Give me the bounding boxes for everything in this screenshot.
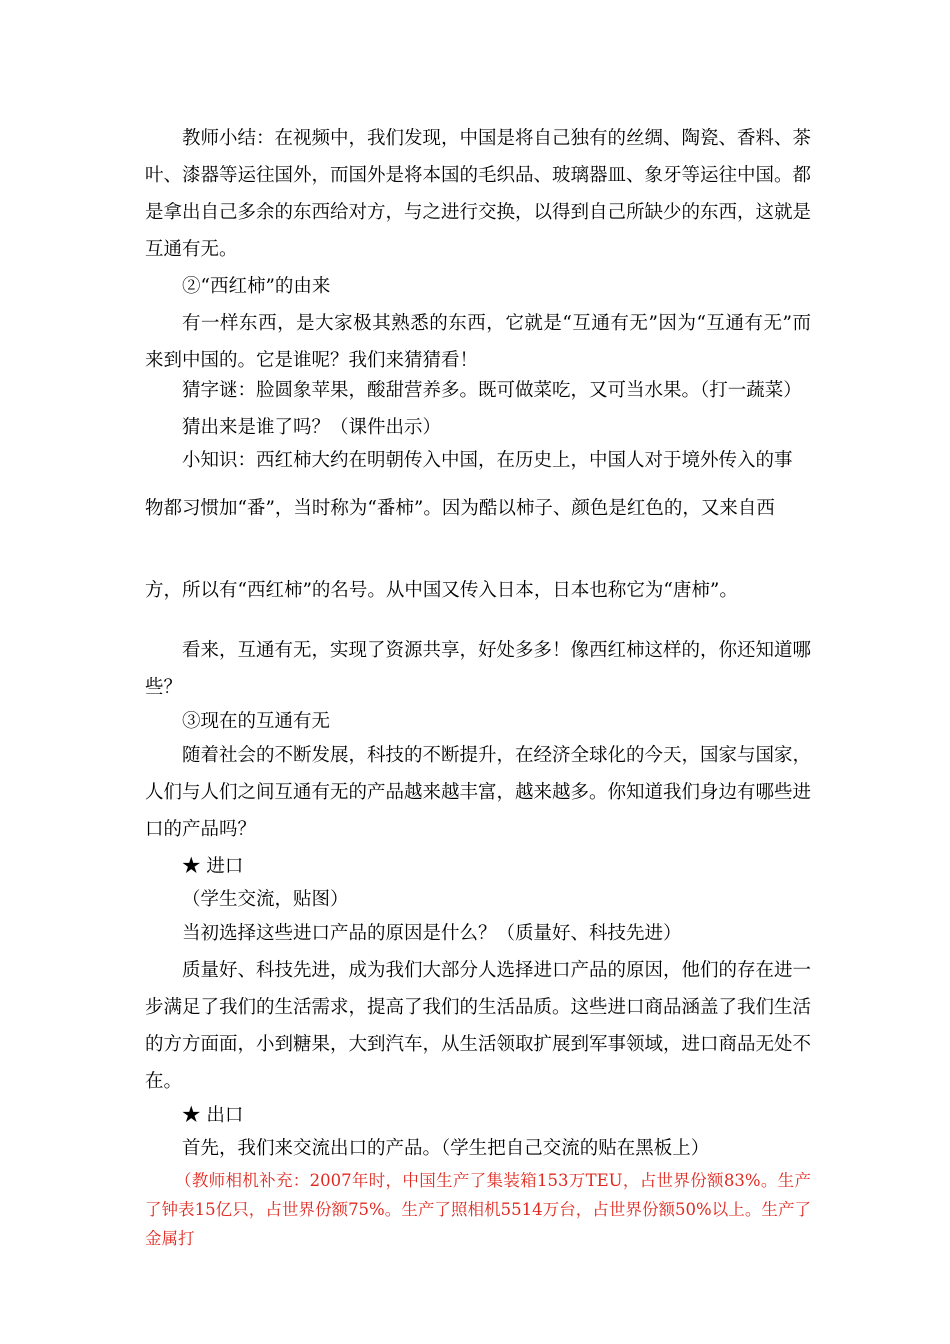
globalization-paragraph: 随着社会的不断发展，科技的不断提升，在经济全球化的今天，国家与国家，人们与人们之间互通有无的产品越来越丰富，越来越多。你知道我们身边有哪些进口的产品吗？ [145, 745, 812, 840]
student-exchange-note: （学生交流，贴图） [182, 889, 349, 910]
knowledge-line-2: 物都习惯加“番”，当时称为“番柿”。因为酷以柿子、颜色是红色的，又来自西 [145, 498, 775, 519]
export-heading: ★ 出口 [182, 1105, 244, 1126]
knowledge-line-1: 小知识：西红柿大约在明朝传入中国，在历史上，中国人对于境外传入的事 [182, 450, 793, 471]
teacher-summary-paragraph: 教师小结：在视频中，我们发现，中国是将自己独有的丝绸、陶瓷、香料、茶叶、漆器等运往国外，而国外是将本国的毛织品、玻璃器皿、象牙等运往中国。都是拿出自己多余的东西给对方，与之进行交换，以得到自己所缺少的东西，这就是互通有无。 [145, 128, 812, 260]
import-heading: ★ 进口 [182, 856, 244, 877]
import-reason-question: 当初选择这些进口产品的原因是什么？（质量好、科技先进） [182, 923, 682, 944]
resource-sharing-paragraph: 看来，互通有无，实现了资源共享，好处多多！像西红柿这样的，你还知道哪些？ [145, 640, 812, 698]
riddle-paragraph: 猜字谜：脸圆象苹果，酸甜营养多。既可做菜吃，又可当水果。（打一蔬菜） [182, 380, 802, 401]
guess-paragraph: 猜出来是谁了吗？（课件出示） [182, 417, 442, 438]
section-heading-tomato-origin: ②“西红柿”的由来 [182, 276, 331, 297]
intro-paragraph: 有一样东西，是大家极其熟悉的东西，它就是“互通有无”因为“互通有无”而来到中国的。它是谁呢？我们来猜猜看！ [145, 313, 811, 371]
section-heading-modern-exchange: ③现在的互通有无 [182, 711, 331, 732]
import-reason-paragraph: 质量好、科技先进，成为我们大部分人选择进口产品的原因，他们的存在进一步满足了我们的生活需求，提高了我们的生活品质。这些进口商品涵盖了我们生活的方方面面，小到糖果，大到汽车，从生活领取扩展到军事领域，进口商品无处不在。 [145, 960, 812, 1092]
knowledge-line-3: 方，所以有“西红柿”的名号。从中国又传入日本，日本也称它为“唐柿”。 [145, 580, 738, 601]
export-intro-paragraph: 首先，我们来交流出口的产品。（学生把自己交流的贴在黑板上） [182, 1138, 710, 1159]
teacher-supplement-note: （教师相机补充：2007年时，中国生产了集装箱153万TEU，占世界份额83%。生产了钟表15亿只，占世界份额75%。生产了照相机5514万台，占世界份额50%以上。生产了金属打 [145, 1171, 811, 1248]
